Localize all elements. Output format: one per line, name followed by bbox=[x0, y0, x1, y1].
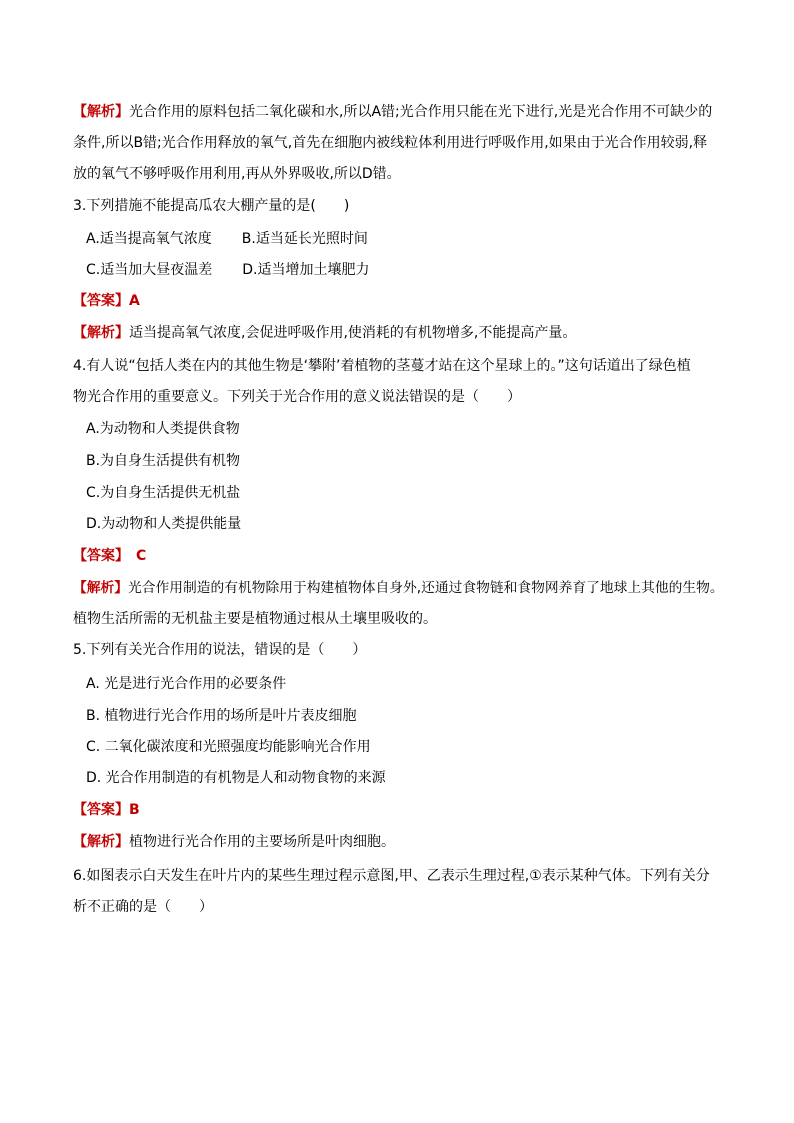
q4-stem-line-2: 物光合作用的重要意义。下列关于光合作用的意义说法错误的是（ ） bbox=[73, 389, 521, 405]
q5-answer bbox=[73, 800, 734, 820]
q3-stem: 3.下列措施不能提高瓜农大棚产量的是( ) bbox=[73, 198, 350, 214]
answer-value: A bbox=[129, 293, 140, 309]
q5-analysis bbox=[73, 832, 734, 852]
answer-value: C bbox=[122, 548, 147, 564]
q4-analysis-line-2: 植物生活所需的无机盐主要是植物通过根从土壤里吸收的。 bbox=[73, 611, 437, 627]
q5-option-c: C. 二氧化碳浓度和光照强度均能影响光合作用 bbox=[86, 739, 371, 755]
analysis-text: 光合作用的原料包括二氧化碳和水,所以A错;光合作用只能在光下进行,光是光合作用不可缺少的 bbox=[129, 104, 713, 120]
q6-stem-line-2: 析不正确的是（ ） bbox=[73, 899, 213, 915]
q3-option-c: C.适当加大昼夜温差 bbox=[86, 262, 213, 278]
q3-answer bbox=[73, 291, 734, 311]
q4-option-a: A.为动物和人类提供食物 bbox=[86, 421, 240, 437]
answer-value: B bbox=[129, 802, 140, 818]
q3-options-row-1 bbox=[86, 229, 734, 249]
q2-analysis-line-2: 条件,所以B错;光合作用释放的氧气,首先在细胞内被线粒体利用进行呼吸作用,如果由于光合作用较弱,释 bbox=[73, 135, 708, 151]
analysis-text: 光合作用制造的有机物除用于构建植物体自身外,还通过食物链和食物网养育了地球上其他的生物。 bbox=[128, 580, 724, 596]
q2-analysis-line-3: 放的氧气不够呼吸作用利用,再从外界吸收,所以D错。 bbox=[73, 166, 401, 182]
analysis-tag: 【解析】 bbox=[73, 834, 129, 850]
q4-answer bbox=[73, 546, 734, 566]
q4-option-c: C.为自身生活提供无机盐 bbox=[86, 485, 241, 501]
analysis-tag: 【解析】 bbox=[73, 104, 129, 120]
analysis-tag: 【解析】 bbox=[73, 580, 129, 596]
answer-tag: 【答案】 bbox=[73, 548, 122, 564]
answer-tag: 【答案】 bbox=[73, 802, 129, 818]
q3-option-a: A.适当提高氧气浓度 bbox=[86, 231, 212, 247]
answer-tag: 【答案】 bbox=[73, 293, 129, 309]
q2-analysis-line-1 bbox=[73, 102, 734, 122]
analysis-tag: 【解析】 bbox=[73, 325, 129, 341]
q4-analysis-line-1 bbox=[73, 578, 734, 598]
q3-analysis bbox=[73, 323, 734, 343]
q4-stem-line-1: 4.有人说“包括人类在内的其他生物是‘攀附’着植物的茎蔓才站在这个星球上的。”这句话道出了绿色植 bbox=[73, 358, 691, 374]
q3-option-b: B.适当延长光照时间 bbox=[241, 231, 368, 247]
q4-option-b: B.为自身生活提供有机物 bbox=[86, 453, 241, 469]
q4-option-d: D.为动物和人类提供能量 bbox=[86, 516, 242, 532]
q5-option-a: A. 光是进行光合作用的必要条件 bbox=[86, 676, 287, 692]
analysis-text: 适当提高氧气浓度,会促进呼吸作用,使消耗的有机物增多,不能提高产量。 bbox=[129, 325, 577, 341]
analysis-text: 植物进行光合作用的主要场所是叶肉细胞。 bbox=[129, 834, 395, 850]
q5-option-d: D. 光合作用制造的有机物是人和动物食物的来源 bbox=[86, 770, 386, 786]
q3-options-row-2 bbox=[86, 260, 734, 280]
q6-stem-line-1: 6.如图表示白天发生在叶片内的某些生理过程示意图,甲、乙表示生理过程,①表示某种气体。下列有关分 bbox=[73, 868, 710, 884]
q5-option-b: B. 植物进行光合作用的场所是叶片表皮细胞 bbox=[86, 708, 357, 724]
q5-stem: 5.下列有关光合作用的说法，错误的是（ ） bbox=[73, 642, 367, 658]
q3-option-d: D.适当增加土壤肥力 bbox=[242, 262, 370, 278]
